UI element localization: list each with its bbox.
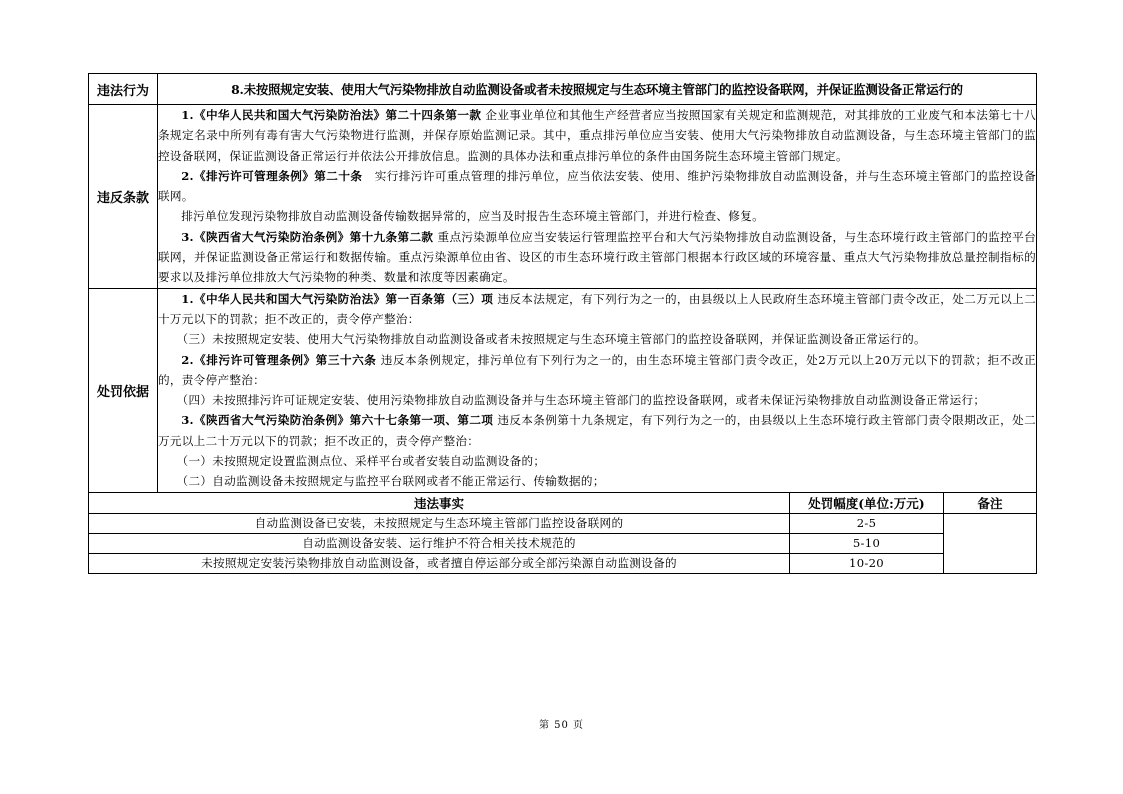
clause-heading: 1.《中华人民共和国大气污染防治法》第一百条第（三）项 xyxy=(181,291,494,306)
clause-heading: 2.《排污许可管理条例》第三十六条 xyxy=(181,352,377,367)
violation-label: 违反条款 xyxy=(89,105,158,289)
clause-text: 违反本条例第十九条规定，有下列行为之一的，由县级以上生态环境行政主管部门责令限期改正，处二万元以上二十万元以下的罚款；拒不改正的，责令停产整治： xyxy=(158,413,1036,448)
range-cell: 2-5 xyxy=(790,513,944,533)
range-cell: 5-10 xyxy=(790,533,944,553)
clause-heading: 1.《中华人民共和国大气污染防治法》第二十四条第一款 xyxy=(181,108,482,122)
fact-row xyxy=(89,533,1037,553)
penalty-clause-1 xyxy=(158,289,1036,330)
page-number: 第 50 页 xyxy=(538,720,585,731)
section-header-row xyxy=(89,74,1037,105)
penalty-item: （四）未按照排污许可证规定安装、使用污染物排放自动监测设备并与生态环境主管部门的监控设备联网，或者未保证污染物排放自动监测设备正常运行； xyxy=(176,393,986,408)
penalty-content xyxy=(158,288,1037,492)
clause-heading: 2.《排污许可管理条例》第二十条 xyxy=(181,168,363,183)
range-column-header: 处罚幅度(单位:万元) xyxy=(790,492,944,513)
note-column-header: 备注 xyxy=(944,492,1037,513)
fact-row xyxy=(89,553,1037,573)
penalty-item: （二）自动监测设备未按照规定与监控平台联网或者不能正常运行、传输数据的； xyxy=(176,474,605,489)
range-cell: 10-20 xyxy=(790,553,944,573)
note-cell xyxy=(944,513,1037,573)
fact-cell: 自动监测设备安装、运行维护不符合相关技术规范的 xyxy=(89,533,790,553)
clause-text: 企业事业单位和其他生产经营者应当按照国家有关规定和监测规范，对其排放的工业废气和本法第七十八条规定名录中所列有毒有害大气污染物进行监测，并保存原始监测记录。其中，重点排污单位应当安装、使用大气污染物排放自动监测设备，与生态环境主管部门的监控设备联网，保证监测设备正常运行并依法公开排放信息。监测的具体办法和重点排污单位的条件由国务院生态环境主管部门规定。 xyxy=(158,108,1036,163)
section-label: 违法行为 xyxy=(89,74,158,105)
violation-clauses-row xyxy=(89,105,1037,289)
clause-text: 实行排污许可重点管理的排污单位，应当依法安装、使用、维护污染物排放自动监测设备，并与生态环境主管部门的监控设备联网。 xyxy=(158,168,1036,204)
penalty-item: （一）未按照规定设置监测点位、采样平台或者安装自动监测设备的； xyxy=(176,454,546,469)
penalty-clause-2 xyxy=(158,350,1036,391)
violation-clause-2 xyxy=(158,166,1036,207)
clause-heading: 3.《陕西省大气污染防治条例》第十九条第二款 xyxy=(181,229,434,244)
fact-cell: 未按照规定安装污染物排放自动监测设备，或者擅自停运部分或全部污染源自动监测设备的 xyxy=(89,553,790,573)
clause-heading: 3.《陕西省大气污染防治条例》第六十七条第一项、第二项 xyxy=(181,413,494,428)
clause-text: 重点污染源单位应当安装运行管理监控平台和大气污染物排放自动监测设备，与生态环境行政主管部门的监控平台联网，并保证监测设备正常运行和数据传输。重点污染源单位由省、设区的市生态环境行政主管部门根据本行政区域的环境容量、重点大气污染物排放总量控制指标的要求以及排污单位排放大气污染物的种类、数量和浓度等因素确定。 xyxy=(158,229,1036,285)
fact-column-header: 违法事实 xyxy=(89,492,790,513)
section-title: 8.未按照规定安装、使用大气污染物排放自动监测设备或者未按照规定与生态环境主管部门的监控设备联网，并保证监测设备正常运行的 xyxy=(158,74,1037,105)
violation-content xyxy=(158,105,1037,289)
fact-cell: 自动监测设备已安装，未按照规定与生态环境主管部门监控设备联网的 xyxy=(89,513,790,533)
fact-row xyxy=(89,513,1037,533)
penalty-item: （三）未按照规定安装、使用大气污染物排放自动监测设备或者未按照规定与生态环境主管部门的监控设备联网，并保证监测设备正常运行的。 xyxy=(176,332,926,347)
penalty-clause-3 xyxy=(158,410,1036,451)
regulation-table xyxy=(88,73,1037,574)
facts-header-row xyxy=(89,492,1037,513)
violation-clause-2b: 排污单位发现污染物排放自动监测设备传输数据异常的，应当及时报告生态环境主管部门，并进行检查、修复。 xyxy=(181,209,764,224)
clause-text: 违反本法规定，有下列行为之一的，由县级以上人民政府生态环境主管部门责令改正，处二万元以上二十万元以下的罚款；拒不改正的，责令停产整治： xyxy=(158,291,1036,326)
violation-clause-1 xyxy=(158,105,1036,166)
penalty-basis-row xyxy=(89,288,1037,492)
clause-text: 违反本条例规定，排污单位有下列行为之一的，由生态环境主管部门责令改正，处2万元以上20万元以下的罚款；拒不改正的，责令停产整治： xyxy=(158,352,1036,387)
penalty-label: 处罚依据 xyxy=(89,288,158,492)
violation-clause-3 xyxy=(158,227,1036,288)
